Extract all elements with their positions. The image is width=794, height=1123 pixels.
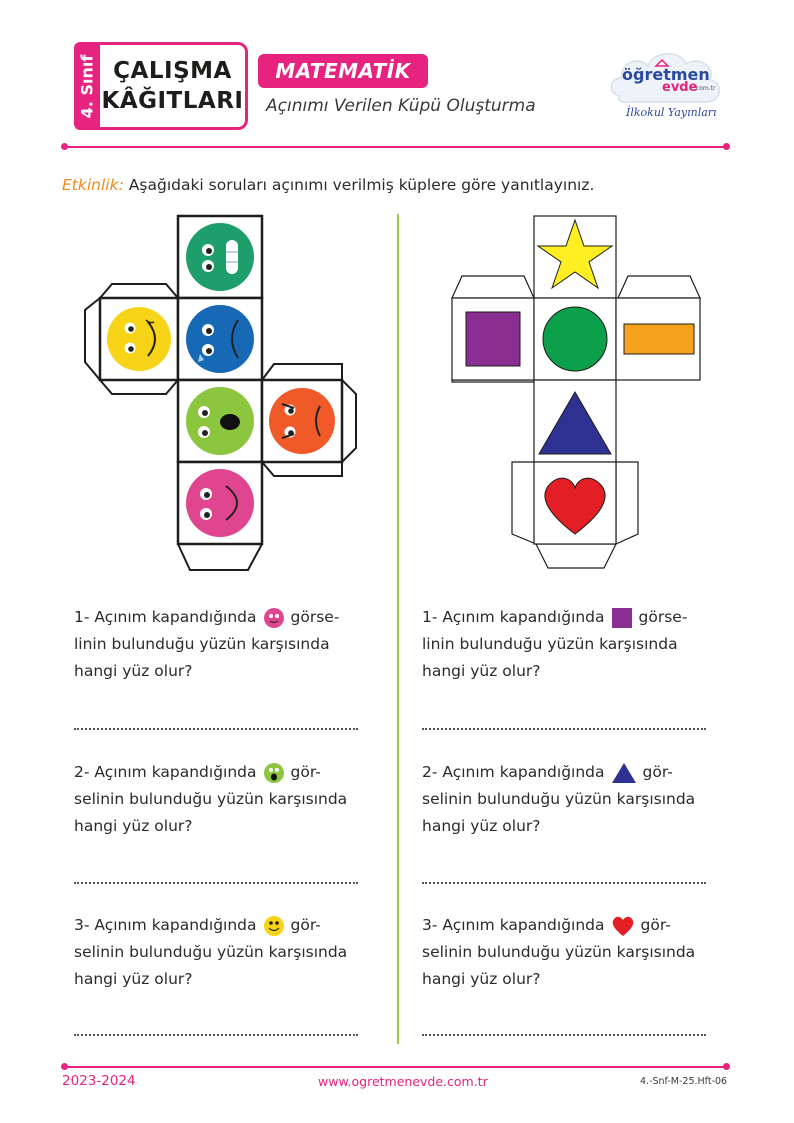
blue-face-icon bbox=[186, 305, 254, 373]
right-answer-line-2[interactable] bbox=[422, 882, 706, 884]
left-q1-prefix: 1- Açınım kapandığında bbox=[74, 608, 257, 626]
left-q3-line3: hangi yüz olur? bbox=[74, 970, 193, 988]
grade-label: 4. Sınıf bbox=[77, 54, 97, 118]
topic-title: Açınımı Verilen Küpü Oluşturma bbox=[266, 96, 536, 116]
circle-shape-icon bbox=[543, 307, 607, 371]
left-q2-prefix: 2- Açınım kapandığında bbox=[74, 763, 257, 781]
footer-rule-dot-left bbox=[61, 1063, 68, 1070]
purple-square-small-icon bbox=[611, 607, 633, 629]
subject-label: MATEMATİK bbox=[258, 54, 428, 88]
right-tab-4 bbox=[512, 462, 536, 544]
left-tab-5 bbox=[342, 380, 356, 462]
left-q1-line3: hangi yüz olur? bbox=[74, 662, 193, 680]
left-question-2 bbox=[74, 759, 374, 840]
right-answer-line-1[interactable] bbox=[422, 728, 706, 730]
left-cube-net bbox=[80, 212, 360, 574]
lime-face-small-icon bbox=[263, 762, 285, 784]
right-q2-line2: selinin bulunduğu yüzün karşısında bbox=[422, 790, 696, 808]
left-tab-6 bbox=[262, 462, 342, 476]
left-q2-line3: hangi yüz olur? bbox=[74, 817, 193, 835]
right-tab-5 bbox=[616, 462, 638, 544]
instruction-lead: Etkinlik: bbox=[62, 176, 124, 194]
title-line-2: KÂĞITLARI bbox=[101, 88, 244, 114]
right-answer-line-3[interactable] bbox=[422, 1034, 706, 1036]
right-tab-2 bbox=[618, 276, 700, 298]
footer-url[interactable]: www.ogretmenevde.com.tr bbox=[318, 1074, 488, 1089]
yellow-face-icon bbox=[107, 307, 171, 371]
left-question-3 bbox=[74, 912, 374, 993]
left-q2-suffix: gör- bbox=[290, 763, 321, 781]
left-answer-line-1[interactable] bbox=[74, 728, 358, 730]
title-box bbox=[100, 42, 248, 130]
logo-domain: .com.tr bbox=[694, 85, 716, 92]
publisher-logo bbox=[606, 44, 724, 132]
left-tab-2 bbox=[100, 284, 178, 298]
footer-rule-dot-right bbox=[723, 1063, 730, 1070]
left-answer-line-3[interactable] bbox=[74, 1034, 358, 1036]
left-tab-7 bbox=[178, 544, 262, 570]
left-q3-prefix: 3- Açınım kapandığında bbox=[74, 916, 257, 934]
right-q1-line2: linin bulunduğu yüzün karşısında bbox=[422, 635, 678, 653]
left-q3-suffix: gör- bbox=[290, 916, 321, 934]
left-answer-line-2[interactable] bbox=[74, 882, 358, 884]
left-question-1 bbox=[74, 604, 374, 685]
right-question-1 bbox=[422, 604, 722, 685]
left-q1-line2: linin bulunduğu yüzün karşısında bbox=[74, 635, 330, 653]
lime-face-icon bbox=[186, 387, 254, 455]
green-face-icon bbox=[186, 223, 254, 291]
footer-rule bbox=[66, 1066, 726, 1068]
header-rule-dot-right bbox=[723, 143, 730, 150]
blue-triangle-small-icon bbox=[611, 762, 637, 784]
right-q3-line3: hangi yüz olur? bbox=[422, 970, 541, 988]
right-tab-1 bbox=[452, 276, 534, 298]
square-shape-icon bbox=[466, 312, 520, 366]
yellow-face-small-icon bbox=[263, 915, 285, 937]
right-question-2 bbox=[422, 759, 722, 840]
right-q3-prefix: 3- Açınım kapandığında bbox=[422, 916, 605, 934]
right-q2-prefix: 2- Açınım kapandığında bbox=[422, 763, 605, 781]
footer-year: 2023-2024 bbox=[62, 1073, 136, 1089]
left-q3-line2: selinin bulunduğu yüzün karşısında bbox=[74, 943, 348, 961]
grade-tab bbox=[74, 42, 100, 130]
rectangle-shape-icon bbox=[624, 324, 694, 354]
right-tab-6 bbox=[536, 544, 616, 568]
title-line-1: ÇALIŞMA bbox=[113, 58, 232, 84]
right-q2-line3: hangi yüz olur? bbox=[422, 817, 541, 835]
header-rule bbox=[66, 146, 726, 148]
logo-main-text-2: evde bbox=[662, 80, 698, 95]
right-q3-suffix: gör- bbox=[640, 916, 671, 934]
column-divider bbox=[397, 214, 399, 1044]
red-heart-small-icon bbox=[611, 915, 635, 937]
instruction bbox=[62, 176, 594, 194]
right-q2-suffix: gör- bbox=[642, 763, 673, 781]
right-question-3 bbox=[422, 912, 722, 993]
right-q1-suffix: görse- bbox=[638, 608, 688, 626]
left-tab-1 bbox=[85, 298, 100, 380]
pink-face-small-icon bbox=[263, 607, 285, 629]
right-q1-line3: hangi yüz olur? bbox=[422, 662, 541, 680]
logo-main-text: öğretmen bbox=[622, 65, 710, 84]
left-tab-3 bbox=[100, 380, 178, 394]
left-q2-line2: selinin bulunduğu yüzün karşısında bbox=[74, 790, 348, 808]
left-tab-4 bbox=[262, 364, 342, 380]
header-rule-dot-left bbox=[61, 143, 68, 150]
footer-code: 4.-Snf-M-25.Hft-06 bbox=[640, 1076, 728, 1087]
right-cube-net bbox=[448, 212, 704, 574]
pink-face-icon bbox=[186, 469, 254, 537]
logo-tagline: İlkokul Yayınları bbox=[626, 106, 717, 119]
right-q3-line2: selinin bulunduğu yüzün karşısında bbox=[422, 943, 696, 961]
left-q1-suffix: görse- bbox=[290, 608, 340, 626]
orange-face-icon bbox=[269, 388, 335, 454]
instruction-text: Aşağıdaki soruları açınımı verilmiş küplere göre yanıtlayınız. bbox=[128, 176, 595, 194]
right-q1-prefix: 1- Açınım kapandığında bbox=[422, 608, 605, 626]
